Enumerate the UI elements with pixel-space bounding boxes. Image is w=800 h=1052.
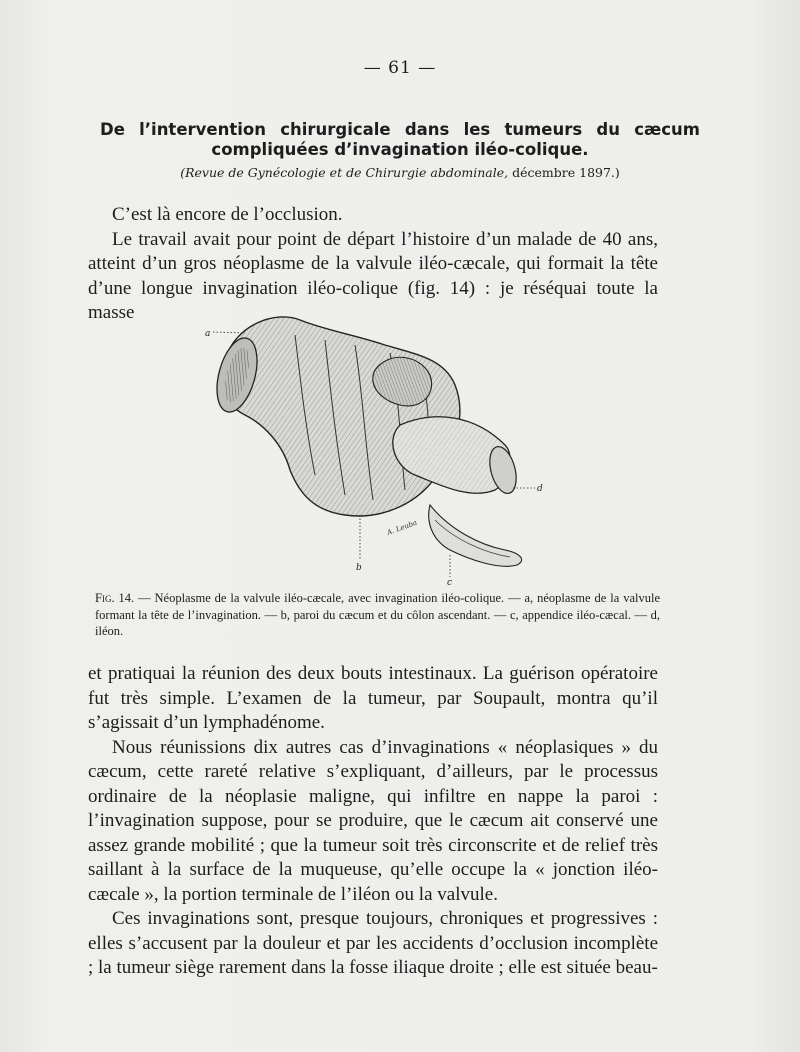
title-line-1: De l’intervention chirurgicale dans les tumeurs du cæcum bbox=[100, 120, 700, 139]
paragraph: C’est là encore de l’occlusion. bbox=[112, 204, 343, 225]
source-journal: (Revue de Gynécologie et de Chirurgie abdominale, bbox=[180, 165, 509, 180]
figure-14-illustration bbox=[205, 305, 545, 585]
engraver-signature: A. Leuba bbox=[385, 518, 419, 537]
paragraph: Ces invaginations sont, presque toujours, chroniques et progressives : elles s’accusent par la douleur et par les accidents d’occlusion incomplète ; la tumeur siège rarement dans la fosse iliaque droite ; elle est située beau- bbox=[88, 908, 658, 978]
figure-label-c: c bbox=[447, 578, 453, 585]
paragraph: et pratiquai la réunion des deux bouts intestinaux. La guérison opératoire fut très simple. L’examen de la tumeur, par Soupault, montra qu’il s’agissait d’un lymphadénome. bbox=[88, 663, 658, 733]
source-citation bbox=[60, 165, 740, 180]
figure-caption bbox=[95, 590, 660, 640]
paragraph: Nous réunissions dix autres cas d’invaginations « néoplasiques » du cæcum, cette rareté relative s’expliquant, d’ailleurs, par le processus ordinaire de la néoplasie maligne, qui infiltre en nappe la paroi : l’invagination suppose, pour se produire, que le cæcum ait conservé une assez grande mobilité ; que la tumeur soit très circonscrite et de relief très saillant à la surface de la muqueuse, qu’elle occupe la « jonction iléo-cæcale », la portion terminale de l’iléon ou la valvule. bbox=[88, 736, 658, 905]
intestine-engraving bbox=[205, 305, 545, 585]
caption-figure-label: Fig. 14. bbox=[95, 591, 135, 605]
figure-label-a: a bbox=[205, 329, 211, 339]
figure-label-b: b bbox=[356, 563, 362, 573]
paragraph: Le travail avait pour point de départ l’histoire d’un malade de 40 ans, atteint d’un gros néoplasme de la valvule iléo-cæcale, qui formait la tête d’une longue invagination iléo-colique (fig. 14) : je réséquai toute la masse bbox=[88, 228, 658, 323]
figure-label-d: d bbox=[537, 484, 543, 494]
caption-text: — Néoplasme de la valvule iléo-cæcale, avec invagination iléo-colique. — a, néoplasme de la valvule formant la tête de l’invagination. — b, paroi du cæcum et du côlon ascendant. — c, appendice iléo-cæcal. — d, iléon. bbox=[95, 591, 660, 638]
article-title bbox=[60, 120, 740, 160]
title-line-2: compliquées d’invagination iléo-colique. bbox=[211, 140, 589, 159]
source-date: décembre 1897.) bbox=[508, 165, 620, 180]
page-number: — 61 — bbox=[363, 58, 437, 78]
body-text-bottom bbox=[88, 662, 658, 981]
